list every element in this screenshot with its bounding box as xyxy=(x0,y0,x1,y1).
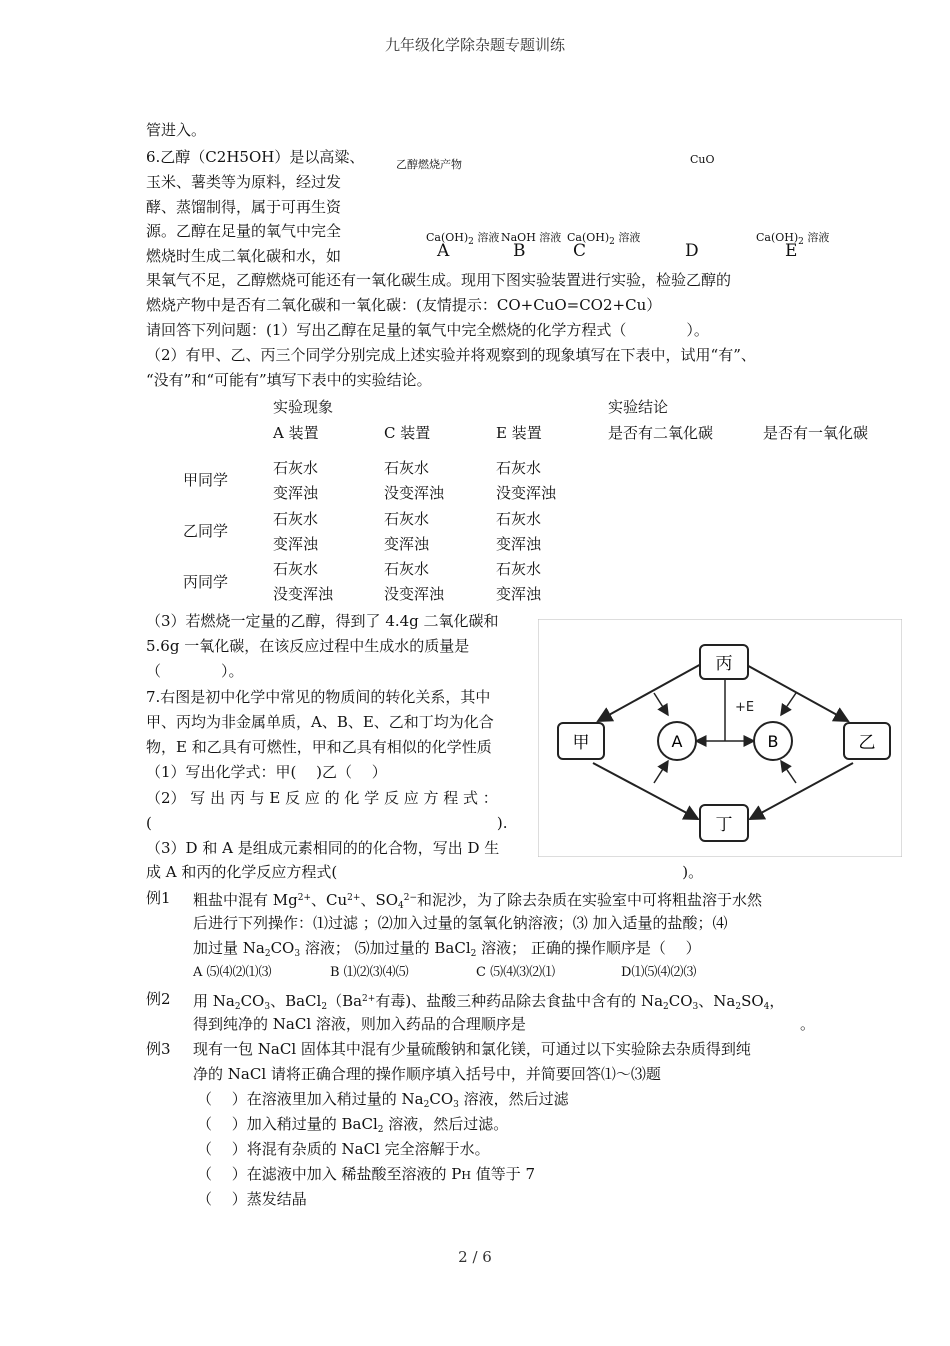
q7-line: 成 A 和丙的化学反应方程式( )。 xyxy=(146,863,704,881)
ex1-option-a: A ⑸⑷⑵⑴⑶ xyxy=(193,965,272,980)
apparatus-letter-b: B xyxy=(513,241,526,261)
example-label: 例1 xyxy=(146,889,171,907)
q6-line: 酵、蒸馏制得，属于可再生资 xyxy=(146,198,342,216)
table-col-header: 是否有二氧化碳 xyxy=(608,424,714,442)
table-cell: 石灰水 xyxy=(496,510,542,528)
ex1-option-b: B ⑴⑵⑶⑷⑸ xyxy=(330,965,409,980)
table-row-label: 甲同学 xyxy=(183,471,229,489)
table-cell: 变浑浊 xyxy=(273,484,319,502)
ex1-option-c: C ⑸⑷⑶⑵⑴ xyxy=(476,965,556,980)
ex1-line: 加过量 $Na_2CO_3$ 溶液； ⑸加过量的 BaCl$_2$ 溶液； 正确的操作顺序是（ ） xyxy=(193,939,701,959)
q6-line: 燃烧产物中是否有二氧化碳和一氧化碳：(友情提示：CO+CuO=CO2+Cu） xyxy=(146,296,662,314)
apparatus-letter-c: C xyxy=(573,241,587,261)
edge-label-e: +E xyxy=(735,700,755,715)
table-col-header: A 装置 xyxy=(273,424,319,442)
apparatus-letter-e: E xyxy=(785,241,798,261)
q6-line: 6.乙醇（C2H5OH）是以高粱、 xyxy=(146,148,365,166)
page-number: 2 / 6 xyxy=(458,1248,492,1266)
table-cell: 石灰水 xyxy=(273,459,319,477)
q6-subquestion-3: （3）若燃烧一定量的乙醇，得到了 4.4g 二氧化碳和 xyxy=(146,612,499,630)
table-row-label: 乙同学 xyxy=(183,522,229,540)
q7-line: （2） 写 出 丙 与 E 反 应 的 化 学 反 应 方 程 式 ： xyxy=(146,789,498,807)
q6-line: 源。乙醇在足量的氧气中完全 xyxy=(146,222,342,240)
table-col-header: E 装置 xyxy=(496,424,542,442)
q7-line: （1）写出化学式：甲( )乙（ ） xyxy=(146,763,387,781)
table-cell: 没变浑浊 xyxy=(384,585,445,603)
table-row-label: 丙同学 xyxy=(183,573,229,591)
node-bing: 丙 xyxy=(715,654,733,674)
reagent-label-b: NaOH 溶液 xyxy=(501,231,562,244)
q6-line: 玉米、薯类等为原料，经过发 xyxy=(146,173,342,191)
table-header-conclusion: 实验结论 xyxy=(608,398,669,416)
node-b: B xyxy=(767,732,779,751)
table-cell: 变浑浊 xyxy=(496,585,542,603)
ex3-line: 净的 NaCl 请将正确合理的操作顺序填入括号中，并简要回答⑴～⑶题 xyxy=(193,1065,661,1083)
table-cell: 没变浑浊 xyxy=(496,484,557,502)
q6-subquestion-3: （ ）。 xyxy=(146,662,244,680)
ex2-line: 用 $Na_2CO_3$、$BaCl_2(Ba^{2+}$有毒)、盐酸三种药品除去食盐中含有的 $Na_2CO_3$、$Na_2SO_4$， xyxy=(193,992,785,1012)
ex1-line: 粗盐中混有 $Mg^{2+}$、$Cu^{2+}$、$SO_4^{2-}$和泥沙，为了除去杂质在实验室中可将粗盐溶于水然 xyxy=(193,891,763,911)
table-cell: 石灰水 xyxy=(273,560,319,578)
table-cell: 没变浑浊 xyxy=(384,484,445,502)
cuo-label: CuO xyxy=(690,153,715,166)
table-cell: 变浑浊 xyxy=(384,535,430,553)
node-a: A xyxy=(671,732,683,751)
node-yi: 乙 xyxy=(858,733,876,753)
table-cell: 没变浑浊 xyxy=(273,585,334,603)
table-cell: 变浑浊 xyxy=(496,535,542,553)
combustion-product-label: 乙醇燃烧产物 xyxy=(396,158,462,171)
q7-line: 物，E 和乙具有可燃性，甲和乙具有相似的化学性质 xyxy=(146,738,492,756)
reagent-label-a: $Ca(OH)_2$ 溶液 xyxy=(426,231,500,247)
node-ding: 丁 xyxy=(715,815,733,835)
q6-subquestion-1: 请回答下列问题：(1）写出乙醇在足量的氧气中完全燃烧的化学方程式（ ）。 xyxy=(146,321,709,339)
reagent-label-e: $Ca(OH)_2$ 溶液 xyxy=(756,231,830,247)
ex1-line: 后进行下列操作：⑴过滤 ；⑵加入过量的氢氧化钠溶液；⑶ 加入适量的盐酸；⑷ xyxy=(193,914,728,932)
ex1-option-d: D⑴⑸⑷⑵⑶ xyxy=(621,965,697,980)
ex3-line: 现有一包 NaCl 固体其中混有少量硫酸钠和氯化镁，可通过以下实验除去杂质得到纯 xyxy=(193,1040,751,1058)
ex2-line-end: 。 xyxy=(800,1015,816,1033)
q7-line: 7.右图是初中化学中常见的物质间的转化关系，其中 xyxy=(146,688,491,706)
table-col-header: C 装置 xyxy=(384,424,431,442)
q6-line: 果氧气不足，乙醇燃烧可能还有一氧化碳生成。现用下图实验装置进行实验，检验乙醇的 xyxy=(146,271,732,289)
q6-subquestion-2: “没有”和“可能有”填写下表中的实验结论。 xyxy=(146,371,432,389)
apparatus-letter-a: A xyxy=(437,241,450,261)
ex3-step: （ ）将混有杂质的 NaCl 完全溶解于水。 xyxy=(197,1140,490,1158)
ex3-step: （ ）加入稍过量的 BaCl$_2$ 溶液，然后过滤。 xyxy=(197,1115,509,1135)
q6-subquestion-3: 5.6g 一氧化碳，在该反应过程中生成水的质量是 xyxy=(146,637,470,655)
table-cell: 石灰水 xyxy=(384,459,430,477)
q6-subquestion-2: （2）有甲、乙、丙三个同学分别完成上述实验并将观察到的现象填写在下表中，试用“有”、 xyxy=(146,346,756,364)
node-jia: 甲 xyxy=(572,733,590,753)
table-cell: 石灰水 xyxy=(496,560,542,578)
table-cell: 石灰水 xyxy=(496,459,542,477)
q7-line: ( ). xyxy=(146,814,508,832)
table-header-phenomena: 实验现象 xyxy=(273,398,334,416)
q7-line: 甲、丙均为非金属单质，A、B、E、乙和丁均为化合 xyxy=(146,713,494,731)
table-cell: 石灰水 xyxy=(384,560,430,578)
q6-line: 燃烧时生成二氧化碳和水，如 xyxy=(146,247,342,265)
table-cell: 石灰水 xyxy=(273,510,319,528)
example-label: 例2 xyxy=(146,990,171,1008)
q7-line: （3）D 和 A 是组成元素相同的的化合物，写出 D 生 xyxy=(146,839,500,857)
page-header: 九年级化学除杂题专题训练 xyxy=(384,36,565,54)
table-cell: 变浑浊 xyxy=(273,535,319,553)
ex3-step: （ ）在滤液中加入 稀盐酸至溶液的 PH 值等于 7 xyxy=(197,1165,536,1183)
lead-text: 管进入。 xyxy=(146,121,207,139)
ex3-step: （ ）在溶液里加入稍过量的 $Na_2CO_3$ 溶液，然后过滤 xyxy=(197,1090,569,1110)
apparatus-letter-d: D xyxy=(685,241,699,261)
ex2-line: 得到纯净的 NaCl 溶液，则加入药品的合理顺序是 xyxy=(193,1015,526,1033)
table-col-header: 是否有一氧化碳 xyxy=(763,424,869,442)
conversion-diagram xyxy=(538,619,902,857)
example-label: 例3 xyxy=(146,1040,171,1058)
table-cell: 石灰水 xyxy=(384,510,430,528)
ex3-step: （ ）蒸发结晶 xyxy=(197,1190,307,1208)
reagent-label-c: $Ca(OH)_2$ 溶液 xyxy=(567,231,641,247)
